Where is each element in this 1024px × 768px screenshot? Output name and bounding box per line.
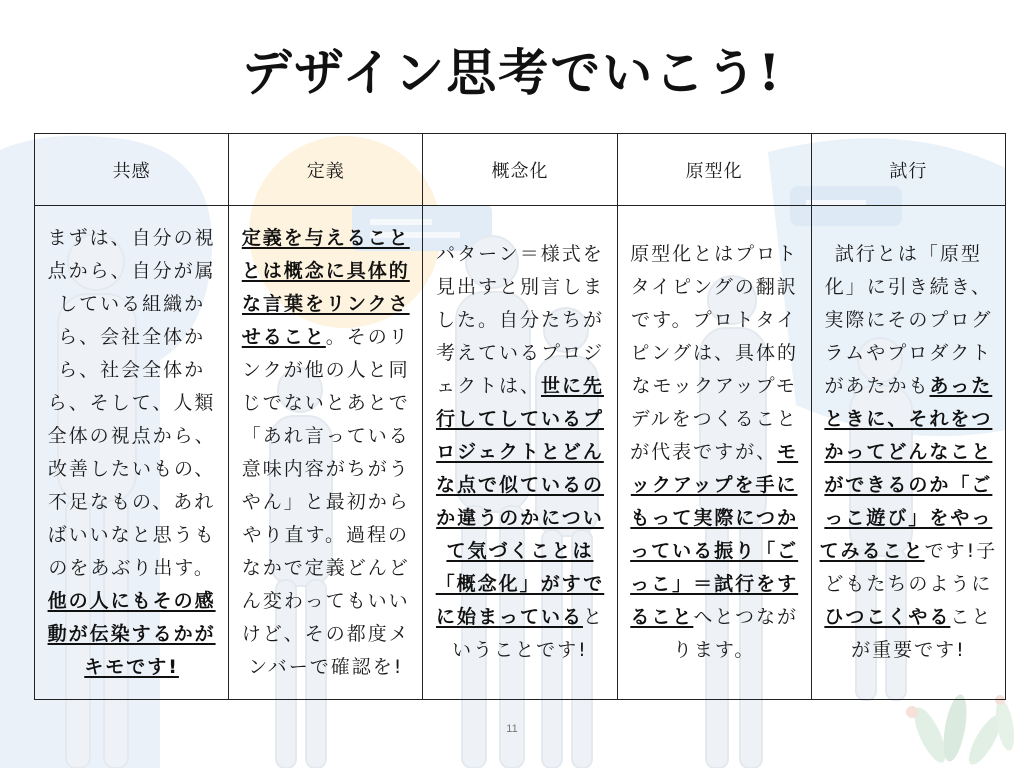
cell-empathize: [35, 206, 229, 700]
emphasized-text: 「概念化」がすで: [435, 573, 605, 595]
body-text: ります。: [672, 639, 756, 661]
text-line: [622, 568, 807, 601]
column-header-conceptualize: 概念化: [423, 134, 617, 206]
body-text: パターン＝様式を: [436, 243, 604, 265]
body-text: ん変わってもいい: [241, 589, 410, 612]
emphasized-text: 動が伝染するかが: [47, 622, 216, 645]
design-thinking-table: [34, 133, 1006, 700]
text-line: [233, 420, 418, 453]
text-line: [816, 634, 1001, 667]
text-line: [39, 255, 224, 288]
text-line: [39, 420, 224, 453]
body-text: ばいいなと思うも: [47, 523, 216, 546]
text-line: [233, 453, 418, 486]
text-line: [427, 436, 612, 469]
body-text: が重要です!: [851, 639, 966, 661]
cell-trial: [811, 206, 1005, 700]
text-line: [233, 585, 418, 618]
text-line: [816, 568, 1001, 601]
text-line: [39, 486, 224, 519]
column-header-trial: 試行: [811, 134, 1005, 206]
text-line: [39, 354, 224, 387]
cell-text: [233, 222, 418, 684]
body-text: 考えているプロジ: [435, 342, 604, 364]
text-line: [233, 222, 418, 255]
body-text: 「あれ言っている: [241, 424, 410, 447]
text-line: [233, 519, 418, 552]
page-number: 11: [506, 723, 518, 735]
cell-define: [229, 206, 423, 700]
text-line: [233, 552, 418, 585]
column-header-define: 定義: [229, 134, 423, 206]
emphasized-text: 行してしているプ: [435, 408, 604, 430]
text-line: [816, 337, 1001, 370]
emphasized-text: かってどんなこと: [824, 441, 993, 463]
text-line: [233, 387, 418, 420]
emphasized-text: とは概念に具体的: [241, 259, 410, 282]
emphasized-text: 他の人にもその感: [47, 589, 216, 612]
emphasized-text: 定義を与えること: [241, 226, 410, 249]
body-text: 不足なもの、あれ: [47, 490, 216, 513]
body-text: デルをつくること: [630, 408, 798, 430]
text-line: [427, 469, 612, 502]
body-text: やり直す。過程の: [242, 523, 410, 546]
body-text: 全体の視点から、: [47, 424, 216, 447]
text-line: [427, 370, 612, 403]
emphasized-text: ができるのか「ご: [824, 474, 993, 496]
text-line: [622, 436, 807, 469]
text-line: [39, 222, 224, 255]
body-text: です!子: [924, 540, 998, 562]
text-line: [39, 453, 224, 486]
emphasized-text: っこ遊び」をやっ: [824, 507, 993, 529]
text-line: [427, 502, 612, 535]
cell-text: [622, 238, 807, 667]
table-body-row: [35, 206, 1006, 700]
text-line: [816, 238, 1001, 271]
emphasized-text: て気づくことは: [446, 540, 594, 562]
cell-text: [816, 238, 1001, 667]
text-line: [39, 585, 224, 618]
emphasized-text: あった: [929, 375, 993, 397]
body-text: している組織か: [58, 292, 206, 315]
text-line: [233, 255, 418, 288]
text-line: [622, 403, 807, 436]
text-line: [233, 288, 418, 321]
body-text: 実際にそのプログ: [824, 309, 993, 331]
body-text: ェクトは、: [435, 375, 541, 397]
text-line: [816, 370, 1001, 403]
emphasized-text: てみること: [819, 540, 925, 562]
text-line: [427, 535, 612, 568]
body-text: まずは、自分の視: [47, 226, 216, 249]
text-line: [39, 519, 224, 552]
emphasized-text: ックアップを手に: [630, 474, 798, 496]
body-text: ンバーで確認を!: [248, 655, 404, 678]
body-text: 化」に引き続き、: [824, 276, 992, 298]
body-text: ら、社会全体か: [58, 358, 206, 381]
text-line: [233, 618, 418, 651]
body-text: ンクが他の人と同: [241, 358, 410, 381]
text-line: [39, 651, 224, 684]
text-line: [622, 337, 807, 370]
body-text: なモックアップモ: [631, 375, 797, 397]
body-text: ピングは、具体的: [630, 342, 798, 364]
text-line: [622, 601, 807, 634]
emphasized-text: っこ」＝試行をす: [630, 573, 799, 595]
body-text: 試行とは「原型: [834, 243, 982, 265]
emphasized-text: に始まっている: [435, 606, 583, 628]
body-text: 原型化とはプロト: [630, 243, 799, 265]
text-line: [816, 436, 1001, 469]
body-text: じでないとあとで: [241, 391, 410, 414]
emphasized-text: ひつこくやる: [824, 606, 951, 628]
cell-conceptualize: [423, 206, 617, 700]
emphasized-text: もって実際につか: [630, 507, 798, 529]
emphasized-text: キモです!: [84, 655, 179, 678]
emphasized-text: ること: [630, 606, 694, 628]
table-header-row: [35, 134, 1006, 206]
text-line: [622, 271, 807, 304]
column-header-prototype: 原型化: [617, 134, 811, 206]
text-line: [622, 634, 807, 667]
body-text: どもたちのように: [824, 573, 993, 595]
body-text: と: [582, 606, 604, 628]
text-line: [233, 651, 418, 684]
emphasized-text: な言葉をリンクさ: [241, 292, 410, 315]
emphasized-text: モ: [777, 441, 799, 463]
emphasized-text: か違うのかについ: [436, 507, 604, 529]
body-text: した。自分たちが: [435, 309, 604, 331]
body-text: が代表ですが、: [630, 441, 778, 463]
text-line: [622, 370, 807, 403]
text-line: [427, 634, 612, 667]
text-line: [816, 502, 1001, 535]
body-text: いうことです!: [452, 639, 588, 661]
body-text: こと: [950, 606, 993, 628]
text-line: [233, 354, 418, 387]
column-header-empathize: 共感: [35, 134, 229, 206]
body-text: タイピングの翻訳: [630, 276, 798, 298]
body-text: ラムやプロダクト: [824, 342, 993, 364]
cell-text: [39, 222, 224, 684]
body-text: のをあぶり出す。: [48, 556, 215, 579]
slide-title: デザイン思考でいこう!: [241, 43, 783, 102]
text-line: [622, 502, 807, 535]
text-line: [39, 288, 224, 321]
text-line: [816, 601, 1001, 634]
text-line: [39, 321, 224, 354]
text-line: [427, 337, 612, 370]
text-line: [816, 271, 1001, 304]
text-line: [233, 321, 418, 354]
body-text: 点から、自分が属: [47, 259, 216, 282]
emphasized-text: ロジェクトとどん: [436, 441, 604, 463]
emphasized-text: 世に先: [540, 375, 604, 397]
cell-prototype: [617, 206, 811, 700]
body-text: 。そのリ: [325, 325, 410, 348]
body-text: 改善したいもの、: [47, 457, 216, 480]
text-line: [427, 238, 612, 271]
text-line: [427, 403, 612, 436]
body-text: やん」と最初から: [241, 490, 410, 513]
emphasized-text: せること: [241, 325, 326, 348]
body-text: けど、その都度メ: [241, 622, 410, 645]
body-text: なかで定義どんど: [241, 556, 410, 579]
body-text: です。プロトタイ: [631, 309, 798, 331]
text-line: [816, 304, 1001, 337]
text-line: [622, 238, 807, 271]
body-text: があたかも: [824, 375, 930, 397]
text-line: [622, 304, 807, 337]
body-text: 意味内容がちがう: [241, 457, 410, 480]
emphasized-text: っている振り「ご: [630, 540, 799, 562]
text-line: [427, 271, 612, 304]
text-line: [39, 387, 224, 420]
text-line: [622, 535, 807, 568]
body-text: へとつなが: [693, 606, 798, 628]
text-line: [39, 552, 224, 585]
text-line: [816, 403, 1001, 436]
text-line: [427, 568, 612, 601]
text-line: [427, 304, 612, 337]
body-text: ら、会社全体か: [58, 325, 206, 348]
text-line: [622, 469, 807, 502]
text-line: [233, 486, 418, 519]
body-text: 見出すと別言しま: [435, 276, 604, 298]
emphasized-text: ときに、それをつ: [824, 408, 993, 430]
text-line: [816, 469, 1001, 502]
text-line: [816, 535, 1001, 568]
text-line: [39, 618, 224, 651]
cell-text: [427, 238, 612, 667]
text-line: [427, 601, 612, 634]
body-text: ら、そして、人類: [47, 391, 216, 414]
emphasized-text: な点で似ているの: [435, 474, 604, 496]
